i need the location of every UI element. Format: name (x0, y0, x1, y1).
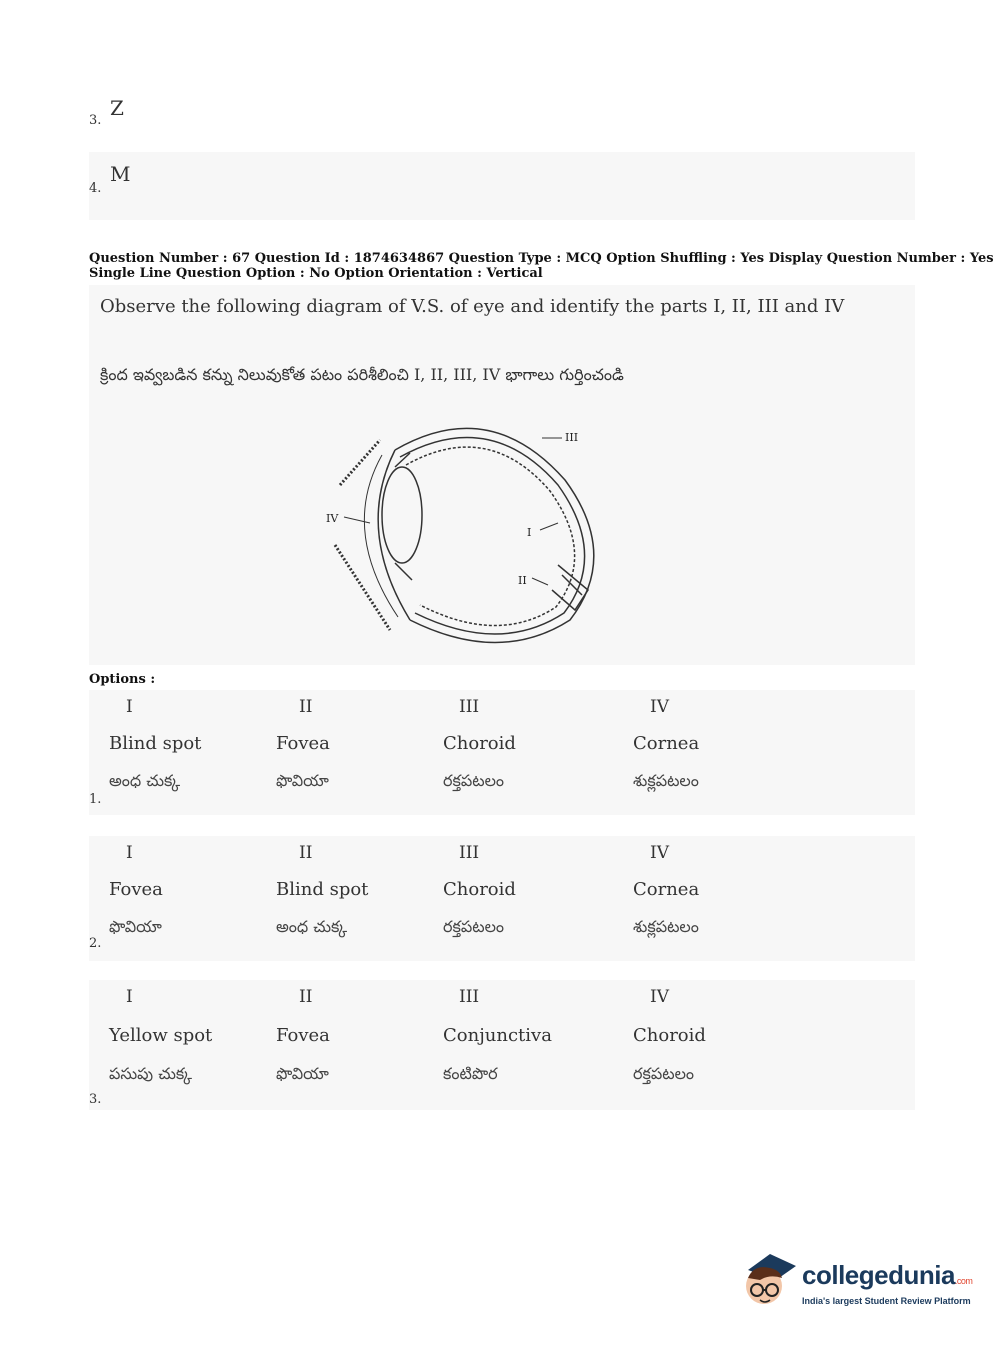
option-header: II (299, 697, 313, 717)
options-label: Options : (89, 672, 156, 687)
question-meta-line2: Single Line Question Option : No Option Orientation : Vertical (89, 266, 543, 281)
option-cell: Yellow spot (109, 1025, 213, 1046)
option-header: I (126, 987, 133, 1007)
option-cell: Fovea (276, 733, 330, 754)
option-header: III (459, 843, 480, 863)
option-cell-telugu: అంధ చుక్క (276, 917, 348, 936)
option-cell-telugu: రక్తపటలం (633, 1064, 695, 1083)
option-text: M (110, 162, 131, 186)
option-header: I (126, 697, 133, 717)
option-cell: Choroid (633, 1025, 706, 1046)
option-cell-telugu: రక్తపటలం (443, 771, 505, 790)
option-cell-telugu: ఫొవియా (109, 917, 162, 936)
option-header: IV (650, 697, 669, 717)
option-block (89, 152, 915, 220)
option-cell-telugu: శుక్లపటలం (633, 917, 699, 936)
logo-name: collegedunia (802, 1260, 955, 1290)
diagram-label-i: I (527, 526, 532, 539)
diagram-label-iv: IV (326, 512, 339, 525)
option-cell-telugu: ఫొవియా (276, 771, 329, 790)
option-cell-telugu: అంధ చుక్క (109, 771, 181, 790)
option-cell-telugu: శుక్లపటలం (633, 771, 699, 790)
diagram-label-iii: III (565, 431, 579, 444)
option-cell: Choroid (443, 879, 516, 900)
question-text-telugu: క్రింద ఇవ్వబడిన కన్ను నిలువుకోత పటం పరిశీలించి I, II, III, IV భాగాలు గుర్తించండి (100, 365, 624, 384)
option-number: 4. (89, 181, 102, 196)
option-header: II (299, 987, 313, 1007)
question-text-english: Observe the following diagram of V.S. of eye and identify the parts I, II, III and IV (100, 296, 845, 317)
option-cell: Cornea (633, 879, 700, 900)
option-cell: Blind spot (276, 879, 369, 900)
option-cell: Blind spot (109, 733, 202, 754)
option-text: Z (110, 96, 124, 120)
option-cell: Choroid (443, 733, 516, 754)
diagram-label-ii: II (518, 574, 527, 587)
option-cell-telugu: పసుపు చుక్క (109, 1064, 192, 1083)
option-header: IV (650, 843, 669, 863)
option-cell: Conjunctiva (443, 1025, 552, 1046)
option-header: IV (650, 987, 669, 1007)
option-header: III (459, 987, 480, 1007)
option-number: 2. (89, 936, 102, 951)
option-cell-telugu: రక్తపటలం (443, 917, 505, 936)
option-header: III (459, 697, 480, 717)
option-cell: Fovea (109, 879, 163, 900)
option-number: 3. (89, 1092, 102, 1107)
collegedunia-logo (740, 1248, 980, 1318)
logo-tagline: India's largest Student Review Platform (802, 1296, 971, 1306)
option-header: I (126, 843, 133, 863)
option-cell-telugu: ఫొవియా (276, 1064, 329, 1083)
option-number: 3. (89, 113, 102, 128)
question-meta-line1: Question Number : 67 Question Id : 1874634867 Question Type : MCQ Option Shuffling : Yes Display Question Number : Yes (89, 251, 994, 266)
mascot-icon (740, 1248, 800, 1318)
option-header: II (299, 843, 313, 863)
option-number: 1. (89, 792, 102, 807)
logo-suffix: .com (954, 1276, 973, 1286)
option-cell-telugu: కంటిపొర (443, 1064, 498, 1083)
option-cell: Cornea (633, 733, 700, 754)
option-cell: Fovea (276, 1025, 330, 1046)
